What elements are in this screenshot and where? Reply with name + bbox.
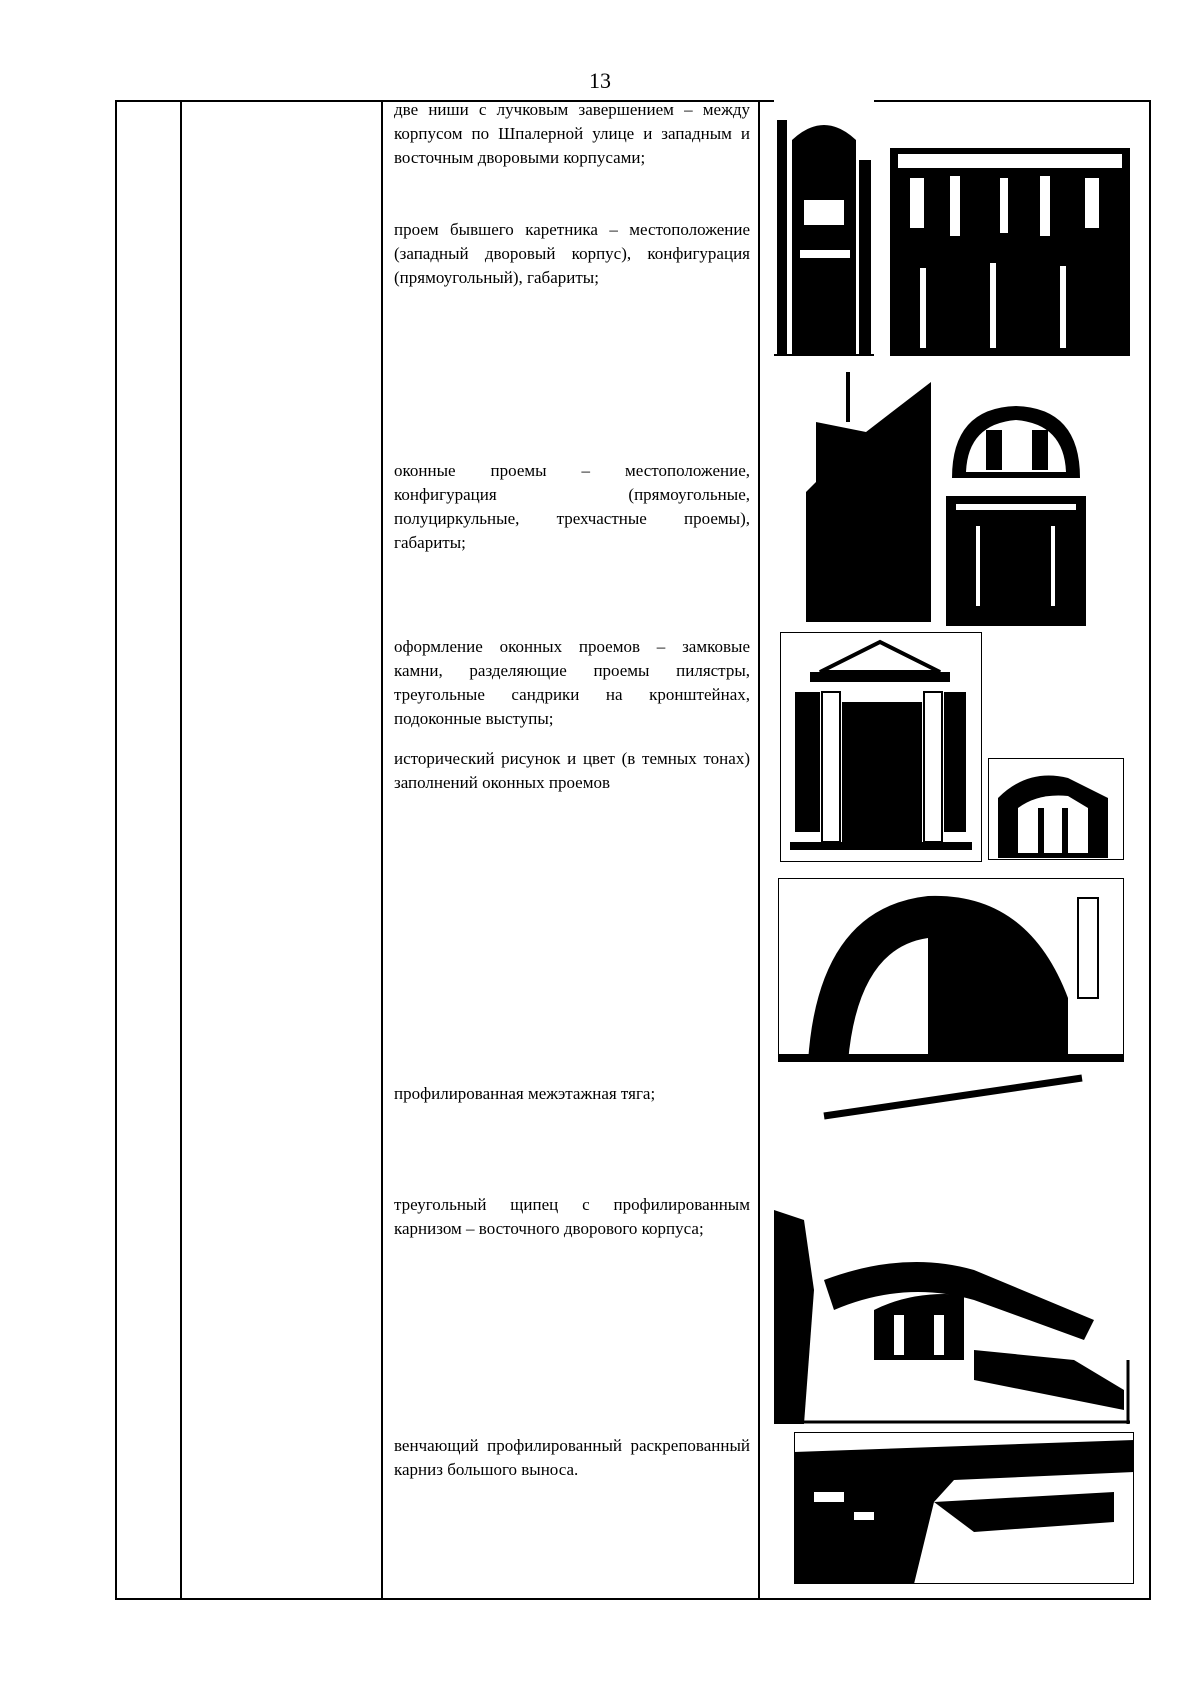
photo-window-wall bbox=[806, 372, 936, 622]
photo-crowning-cornice bbox=[794, 1432, 1134, 1584]
feature-text-window-openings: оконные проемы – местоположение, конфигурация (прямоугольные, полуциркульные, трехчастные проемы), габариты; bbox=[394, 461, 750, 552]
photo-rect-window bbox=[946, 496, 1086, 626]
feature-text-gable: треугольный щипец с профилированным карнизом – восточного дворового корпуса; bbox=[394, 1195, 750, 1238]
feature-text-window-fillings: исторический рисунок и цвет (в темных тонах) заполнений оконных проемов bbox=[394, 749, 750, 792]
feature-text-cornice-belt: профилированная межэтажная тяга; bbox=[394, 1084, 656, 1103]
photo-large-arch bbox=[778, 878, 1124, 1062]
photo-gable bbox=[774, 1210, 1130, 1424]
page-number: 13 bbox=[589, 68, 611, 93]
photo-arch-detail bbox=[988, 758, 1124, 860]
photo-arched-window bbox=[946, 400, 1086, 480]
column-divider-2 bbox=[381, 100, 383, 1600]
photo-pediment-window bbox=[780, 632, 982, 862]
photo-carriage-gate bbox=[890, 148, 1130, 356]
feature-text-niches: две ниши с лучковым завершением – между корпусом по Шпалерной улице и западным и восточным дворовыми корпусами; bbox=[394, 100, 750, 167]
photo-niche bbox=[774, 100, 874, 356]
column-divider-3 bbox=[758, 100, 760, 1600]
feature-text-window-decoration: оформление оконных проемов – замковые камни, разделяющие проемы пилястры, треугольные сандрики на кронштейнах, подоконные выступы; bbox=[394, 637, 750, 728]
column-divider-1 bbox=[180, 100, 182, 1600]
feature-text-carriage-opening: проем бывшего каретника – местоположение (западный дворовый корпус), конфигурация (прямоугольный), габариты; bbox=[394, 220, 750, 287]
photo-belt-course bbox=[820, 1070, 1090, 1120]
feature-text-crowning-cornice: венчающий профилированный раскрепованный карниз большого выноса. bbox=[394, 1436, 750, 1479]
